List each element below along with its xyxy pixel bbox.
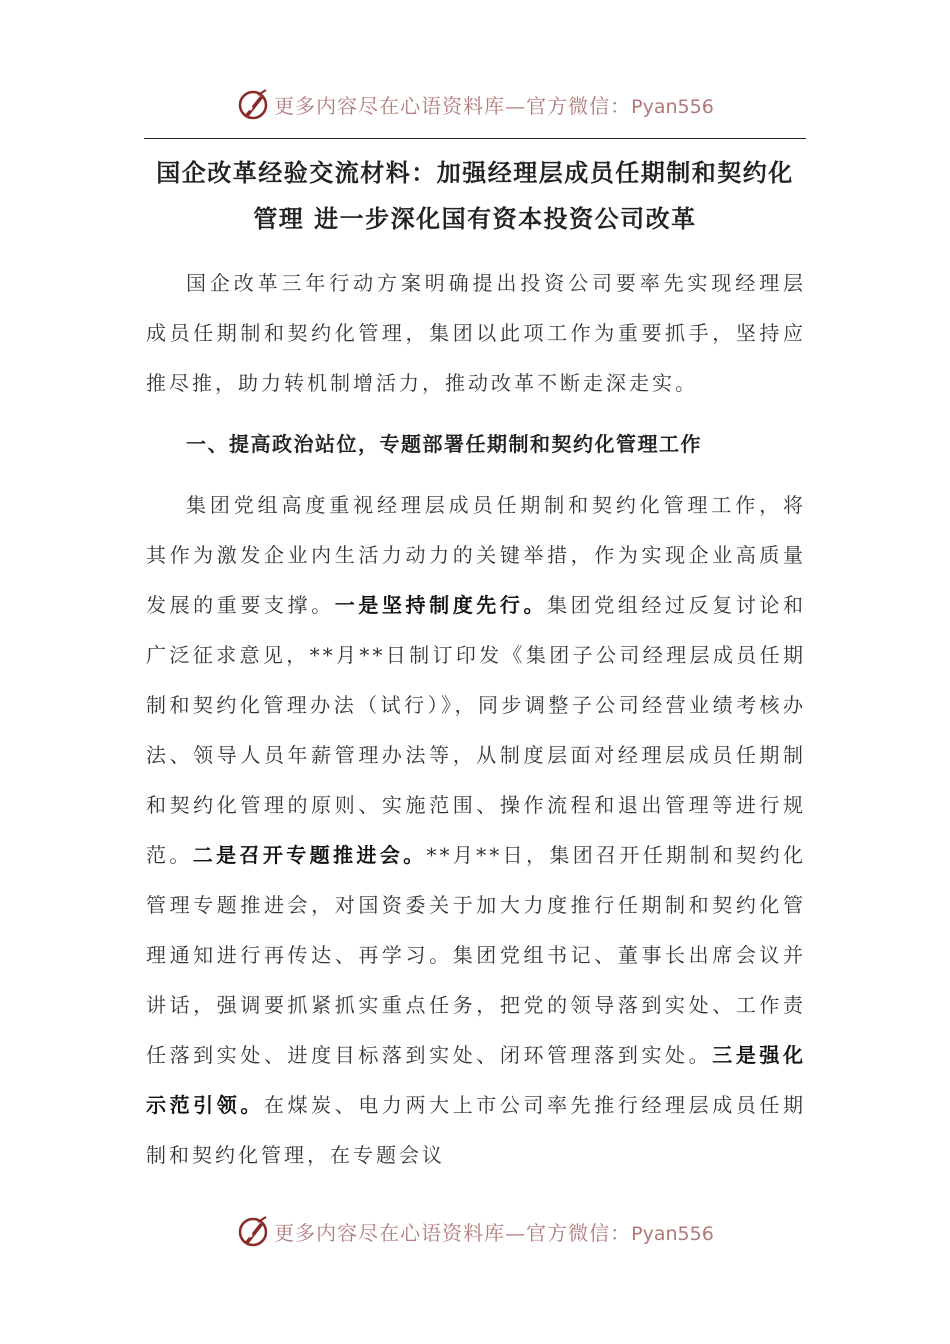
banner-wechat-handle: Pyan556	[631, 95, 714, 118]
intro-paragraph: 国企改革三年行动方案明确提出投资公司要率先实现经理层成员任期制和契约化管理，集团以此项工作为重要抓手，坚持应推尽推，助力转机制增活力，推动改革不断走深走实。	[146, 271, 806, 395]
section-1-paragraph: 集团党组高度重视经理层成员任期制和契约化管理工作，将其作为激发企业内生活力动力的关键举措，作为实现企业高质量发展的重要支撑。一是坚持制度先行。集团党组经过反复讨论和广泛征求意见，**月**日制订印发《集团子公司经理层成员任期制和契约化管理办法（试行）》，同步调整子公司经营业绩考核办法、领导人员年薪管理办法等，从制度层面对经理层成员任期制和契约化管理的原则、实施范围、操作流程和退出管理等进行规范。二是召开专题推进会。**月**日，集团召开任期制和契约化管理专题推进会，对国资委关于加大力度推行任期制和契约化管理通知进行再传达、再学习。集团党组书记、董事长出席会议并讲话，强调要抓紧抓实重点任务，把党的领导落到实处、工作责任落到实处、进度目标落到实处、闭环管理落到实处。三是强化示范引领。在煤炭、电力两大上市公司率先推行经理层成员任期制和契约化管理，在专题会议	[146, 493, 807, 1167]
footer-banner	[0, 1211, 950, 1251]
key-point-1: 一是坚持制度先行。	[334, 593, 548, 617]
header-divider	[144, 138, 806, 139]
key-point-3: 三是强化示范引领。	[146, 1043, 807, 1117]
header-banner	[0, 84, 950, 124]
document-title: 国企改革经验交流材料：加强经理层成员任期制和契约化管理 进一步深化国有资本投资公司改革	[156, 158, 794, 233]
pen-circle-logo-icon	[236, 1214, 270, 1248]
banner-wechat-handle: Pyan556	[631, 1222, 714, 1245]
pen-circle-logo-icon	[236, 87, 270, 121]
key-point-2: 二是召开专题推进会。	[192, 843, 427, 867]
banner-text: 更多内容尽在心语资料库—官方微信：Pyan556	[274, 93, 714, 118]
banner-text: 更多内容尽在心语资料库—官方微信：Pyan556	[274, 1220, 714, 1245]
section-heading-1: 一、提高政治站位，专题部署任期制和契约化管理工作	[186, 432, 702, 456]
